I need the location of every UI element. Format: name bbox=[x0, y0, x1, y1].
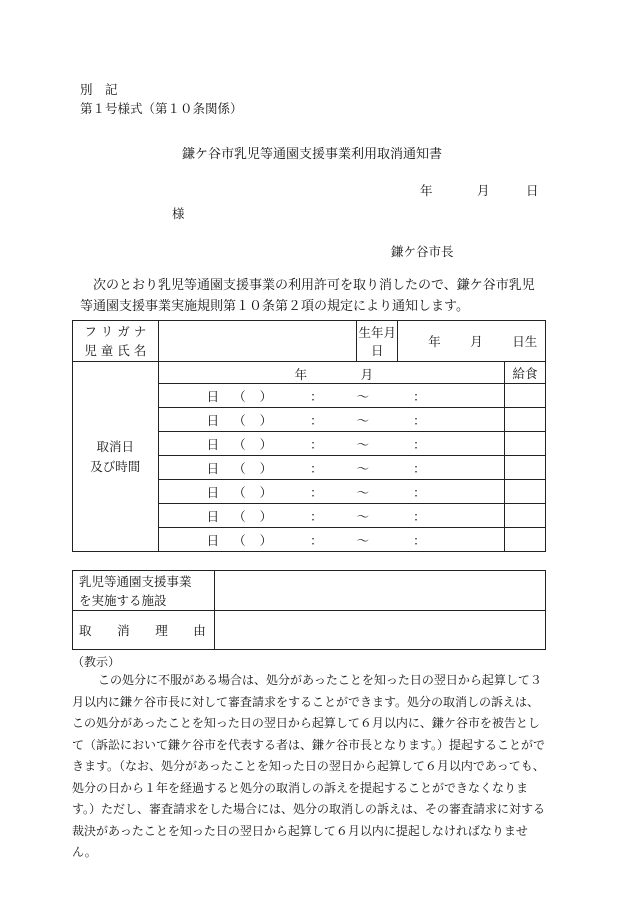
facility-label-cell bbox=[73, 571, 215, 611]
tilde: ～ bbox=[356, 388, 370, 404]
tilde: ～ bbox=[356, 532, 370, 548]
facility-table bbox=[72, 570, 546, 650]
time-row[interactable] bbox=[158, 480, 505, 504]
day-label: 日 bbox=[206, 436, 220, 452]
meal-cell[interactable] bbox=[505, 456, 546, 480]
colon-end: ： bbox=[413, 388, 426, 404]
period-month-label: 月 bbox=[360, 367, 374, 382]
colon-end: ： bbox=[413, 532, 426, 548]
dob-month-label: 月 bbox=[470, 334, 483, 349]
paren-open: （ bbox=[233, 388, 246, 404]
body-text-line-1: 次のとおり乳児等通園支援事業の利用許可を取り消したので、鎌ケ谷市乳児 bbox=[93, 278, 535, 293]
colon-end: ： bbox=[413, 460, 426, 476]
body-text bbox=[80, 275, 550, 317]
paren-open: （ bbox=[233, 460, 246, 476]
reason-field[interactable] bbox=[214, 611, 545, 650]
time-row[interactable] bbox=[158, 528, 505, 552]
tilde: ～ bbox=[356, 436, 370, 452]
reason-label-char-3: 理 bbox=[155, 623, 168, 638]
tilde: ～ bbox=[356, 484, 370, 500]
day-label: 日 bbox=[206, 508, 220, 524]
cancel-date-label-cell bbox=[73, 362, 159, 552]
child-name-label: 児 童 氏 名 bbox=[84, 343, 147, 358]
day-label: 日 bbox=[206, 532, 220, 548]
paren-close: ） bbox=[259, 532, 273, 548]
tilde: ～ bbox=[356, 508, 370, 524]
reason-label-cell bbox=[73, 611, 215, 650]
facility-field[interactable] bbox=[214, 571, 545, 611]
colon-start: ： bbox=[310, 484, 323, 500]
notice-paragraph: この処分に不服がある場合は、処分があったことを知った日の翌日から起算して３月以内に鎌ケ谷市長に対して審査請求をすることができます。処分の取消しの訴えは、この処分があったことを知った日の翌日から起算して６月以内に、鎌ケ谷市を被告として（訴訟において鎌ケ谷市を代表する者は、鎌ケ谷市長となります。）提起することができます。（なお、処分があったことを知った日の翌日から起算して６月以内であっても、処分の日から１年を経過すると処分の取消しの訴えを提起することができなくなります。）ただし、審査請求をした場合には、処分の取消しの訴えは、その審査請求に対する裁決があったことを知った日の翌日から起算して６月以内に提起しなければなりません。 bbox=[72, 673, 546, 859]
child-info-table bbox=[72, 320, 546, 552]
colon-end: ： bbox=[413, 436, 426, 452]
colon-end: ： bbox=[413, 412, 426, 428]
colon-start: ： bbox=[310, 460, 323, 476]
tilde: ～ bbox=[356, 412, 370, 428]
paren-open: （ bbox=[233, 532, 246, 548]
paren-close: ） bbox=[259, 508, 273, 524]
meal-cell[interactable] bbox=[505, 432, 546, 456]
page-title: 鎌ケ谷市乳児等通園支援事業利用取消通知書 bbox=[182, 147, 443, 162]
meal-cell[interactable] bbox=[505, 408, 546, 432]
body-text-line-2: 等通園支援事業実施規則第１０条第２項の規定により通知します。 bbox=[80, 299, 469, 314]
annex-label: 別 記 bbox=[80, 82, 118, 97]
paren-open: （ bbox=[233, 508, 246, 524]
notice-heading: （教示） bbox=[72, 655, 121, 669]
meal-cell[interactable] bbox=[505, 480, 546, 504]
reason-label-char-4: 由 bbox=[193, 623, 206, 638]
facility-label-line-1: 乳児等通園支援事業 bbox=[79, 573, 192, 589]
paren-open: （ bbox=[233, 412, 246, 428]
date-year-label: 年 bbox=[420, 183, 433, 198]
day-label: 日 bbox=[206, 460, 220, 476]
period-header bbox=[158, 362, 505, 384]
reason-label-char-1: 取 bbox=[79, 623, 92, 638]
colon-end: ： bbox=[413, 484, 426, 500]
paren-close: ） bbox=[259, 436, 273, 452]
cancel-date-label: 取消日 bbox=[96, 438, 135, 454]
dob-year-label: 年 bbox=[428, 334, 441, 349]
meal-cell[interactable] bbox=[505, 528, 546, 552]
paren-close: ） bbox=[259, 484, 273, 500]
furigana-label: フ リ ガ ナ bbox=[84, 324, 147, 339]
colon-end: ： bbox=[413, 508, 426, 524]
time-row[interactable] bbox=[158, 408, 505, 432]
reason-label-char-2: 消 bbox=[117, 623, 130, 638]
day-label: 日 bbox=[206, 412, 220, 428]
time-row[interactable] bbox=[158, 384, 505, 408]
addressee-suffix: 様 bbox=[172, 206, 185, 221]
colon-start: ： bbox=[310, 412, 323, 428]
meal-cell[interactable] bbox=[505, 504, 546, 528]
facility-label-line-2: を実施する施設 bbox=[79, 592, 167, 608]
tilde: ～ bbox=[356, 460, 370, 476]
time-row[interactable] bbox=[158, 456, 505, 480]
meal-cell[interactable] bbox=[505, 384, 546, 408]
name-label-cell bbox=[73, 321, 159, 362]
colon-start: ： bbox=[310, 388, 323, 404]
paren-open: （ bbox=[233, 484, 246, 500]
time-row[interactable] bbox=[158, 432, 505, 456]
day-label: 日 bbox=[206, 388, 220, 404]
colon-start: ： bbox=[310, 436, 323, 452]
paren-close: ） bbox=[259, 388, 273, 404]
date-day-label: 日 bbox=[526, 183, 539, 198]
paren-open: （ bbox=[233, 436, 246, 452]
date-month-label: 月 bbox=[477, 183, 490, 198]
cancel-time-label: 及び時間 bbox=[90, 458, 141, 474]
meal-label: 給食 bbox=[505, 362, 546, 384]
paren-close: ） bbox=[259, 412, 273, 428]
form-number: 第１号様式（第１０条関係） bbox=[80, 101, 243, 116]
issuer: 鎌ケ谷市長 bbox=[391, 244, 454, 259]
dob-field[interactable] bbox=[398, 321, 546, 362]
colon-start: ： bbox=[310, 508, 323, 524]
time-row[interactable] bbox=[158, 504, 505, 528]
colon-start: ： bbox=[310, 532, 323, 548]
notice-body bbox=[72, 670, 550, 864]
period-year-label: 年 bbox=[294, 367, 308, 382]
child-name-field[interactable] bbox=[158, 321, 357, 362]
dob-day-label: 日生 bbox=[512, 334, 538, 349]
day-label: 日 bbox=[206, 484, 220, 500]
dob-label: 生年月日 bbox=[357, 321, 398, 362]
paren-close: ） bbox=[259, 460, 273, 476]
